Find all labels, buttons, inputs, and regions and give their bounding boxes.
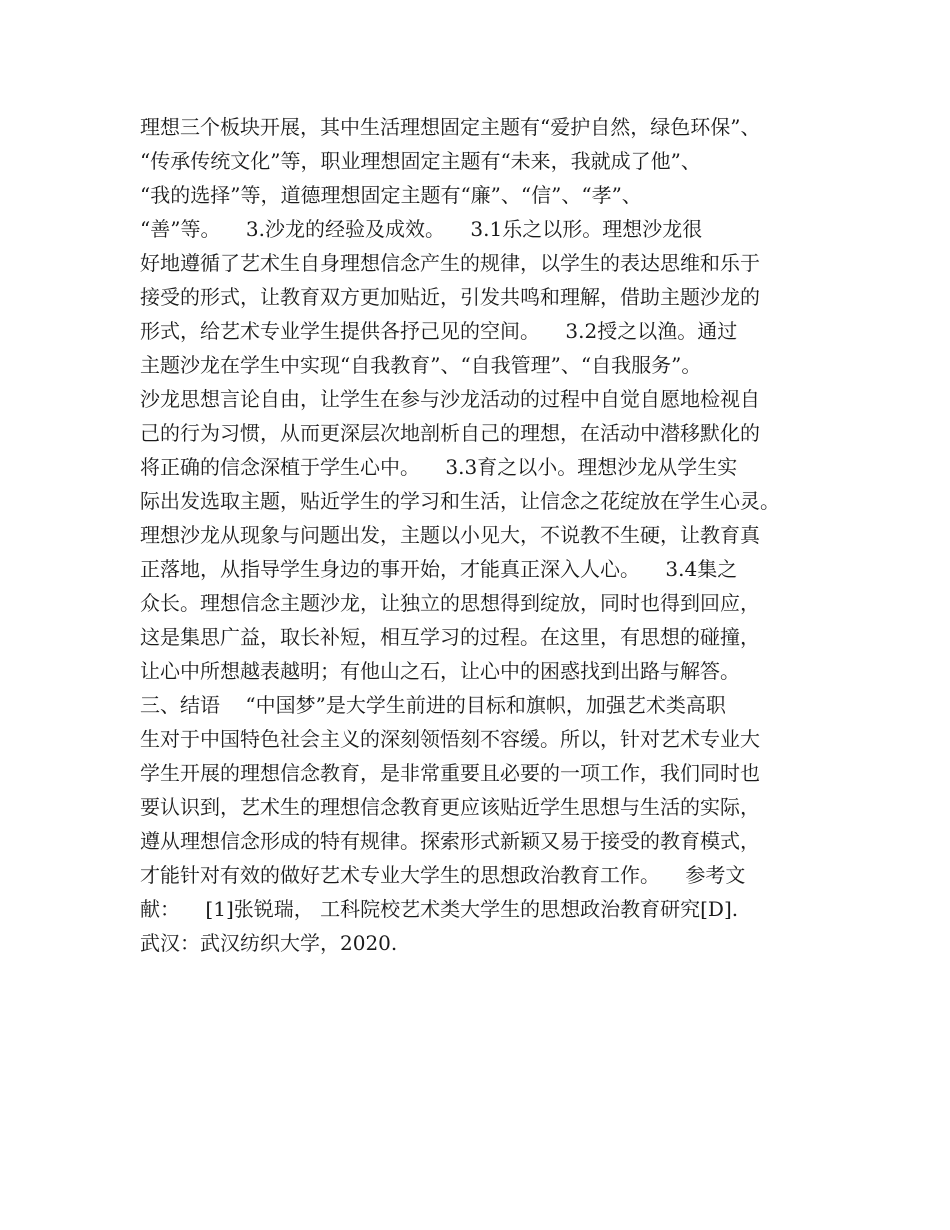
text-line: 己的行为习惯，从而更深层次地剖析自己的理想，在活动中潜移默化的 (140, 421, 760, 445)
text-line: 武汉：武汉纺织大学，2020. (140, 931, 398, 955)
text-line: 让心中所想越表越明；有他山之石，让心中的困惑找到出路与解答。 (140, 659, 740, 683)
text-line: 这是集思广益，取长补短，相互学习的过程。在这里，有思想的碰撞， (140, 625, 760, 649)
text-line: 将正确的信念深植于学生心中。 3.3育之以小。理想沙龙从学生实 (140, 455, 738, 479)
text-line: 理想沙龙从现象与问题出发，主题以小见大，不说教不生硬，让教育真 (140, 523, 760, 547)
text-line: 沙龙思想言论自由，让学生在参与沙龙活动的过程中自觉自愿地检视自 (140, 387, 760, 411)
text-line: “传承传统文化”等，职业理想固定主题有“未来，我就成了他”、 (140, 149, 701, 173)
text-line: 主题沙龙在学生中实现“自我教育”、“自我管理”、“自我服务”。 (140, 353, 702, 377)
body-text (140, 110, 830, 960)
text-line: 三、结语 “中国梦”是大学生前进的目标和旗帜，加强艺术类高职 (140, 693, 726, 717)
text-line: 遵从理想信念形成的特有规律。探索形式新颖又易于接受的教育模式， (140, 829, 760, 853)
text-line: 要认识到，艺术生的理想信念教育更应该贴近学生思想与生活的实际， (140, 795, 760, 819)
text-line: 好地遵循了艺术生自身理想信念产生的规律，以学生的表达思维和乐于 (140, 251, 760, 275)
text-line: 正落地，从指导学生身边的事开始，才能真正深入人心。 3.4集之 (140, 557, 738, 581)
text-line: 接受的形式，让教育双方更加贴近，引发共鸣和理解，借助主题沙龙的 (140, 285, 760, 309)
text-line: 学生开展的理想信念教育，是非常重要且必要的一项工作，我们同时也 (140, 761, 760, 785)
text-line: “我的选择”等，道德理想固定主题有“廉”、“信”、“孝”、 (140, 183, 642, 207)
text-line: 才能针对有效的做好艺术专业大学生的思想政治教育工作。 参考文 (140, 863, 746, 887)
text-line: 献： [1]张锐瑞， 工科院校艺术类大学生的思想政治教育研究[D]. (140, 897, 739, 921)
text-line: “善”等。 3.沙龙的经验及成效。 3.1乐之以形。理想沙龙很 (140, 217, 703, 241)
text-line: 众长。理想信念主题沙龙，让独立的思想得到绽放，同时也得到回应， (140, 591, 760, 615)
text-line: 理想三个板块开展，其中生活理想固定主题有“爱护自然，绿色环保”、 (140, 115, 761, 139)
text-line: 形式，给艺术专业学生提供各抒己见的空间。 3.2授之以渔。通过 (140, 319, 738, 343)
text-line: 生对于中国特色社会主义的深刻领悟刻不容缓。所以，针对艺术专业大 (140, 727, 760, 751)
text-line: 际出发选取主题，贴近学生的学习和生活，让信念之花绽放在学生心灵。 (140, 489, 780, 513)
